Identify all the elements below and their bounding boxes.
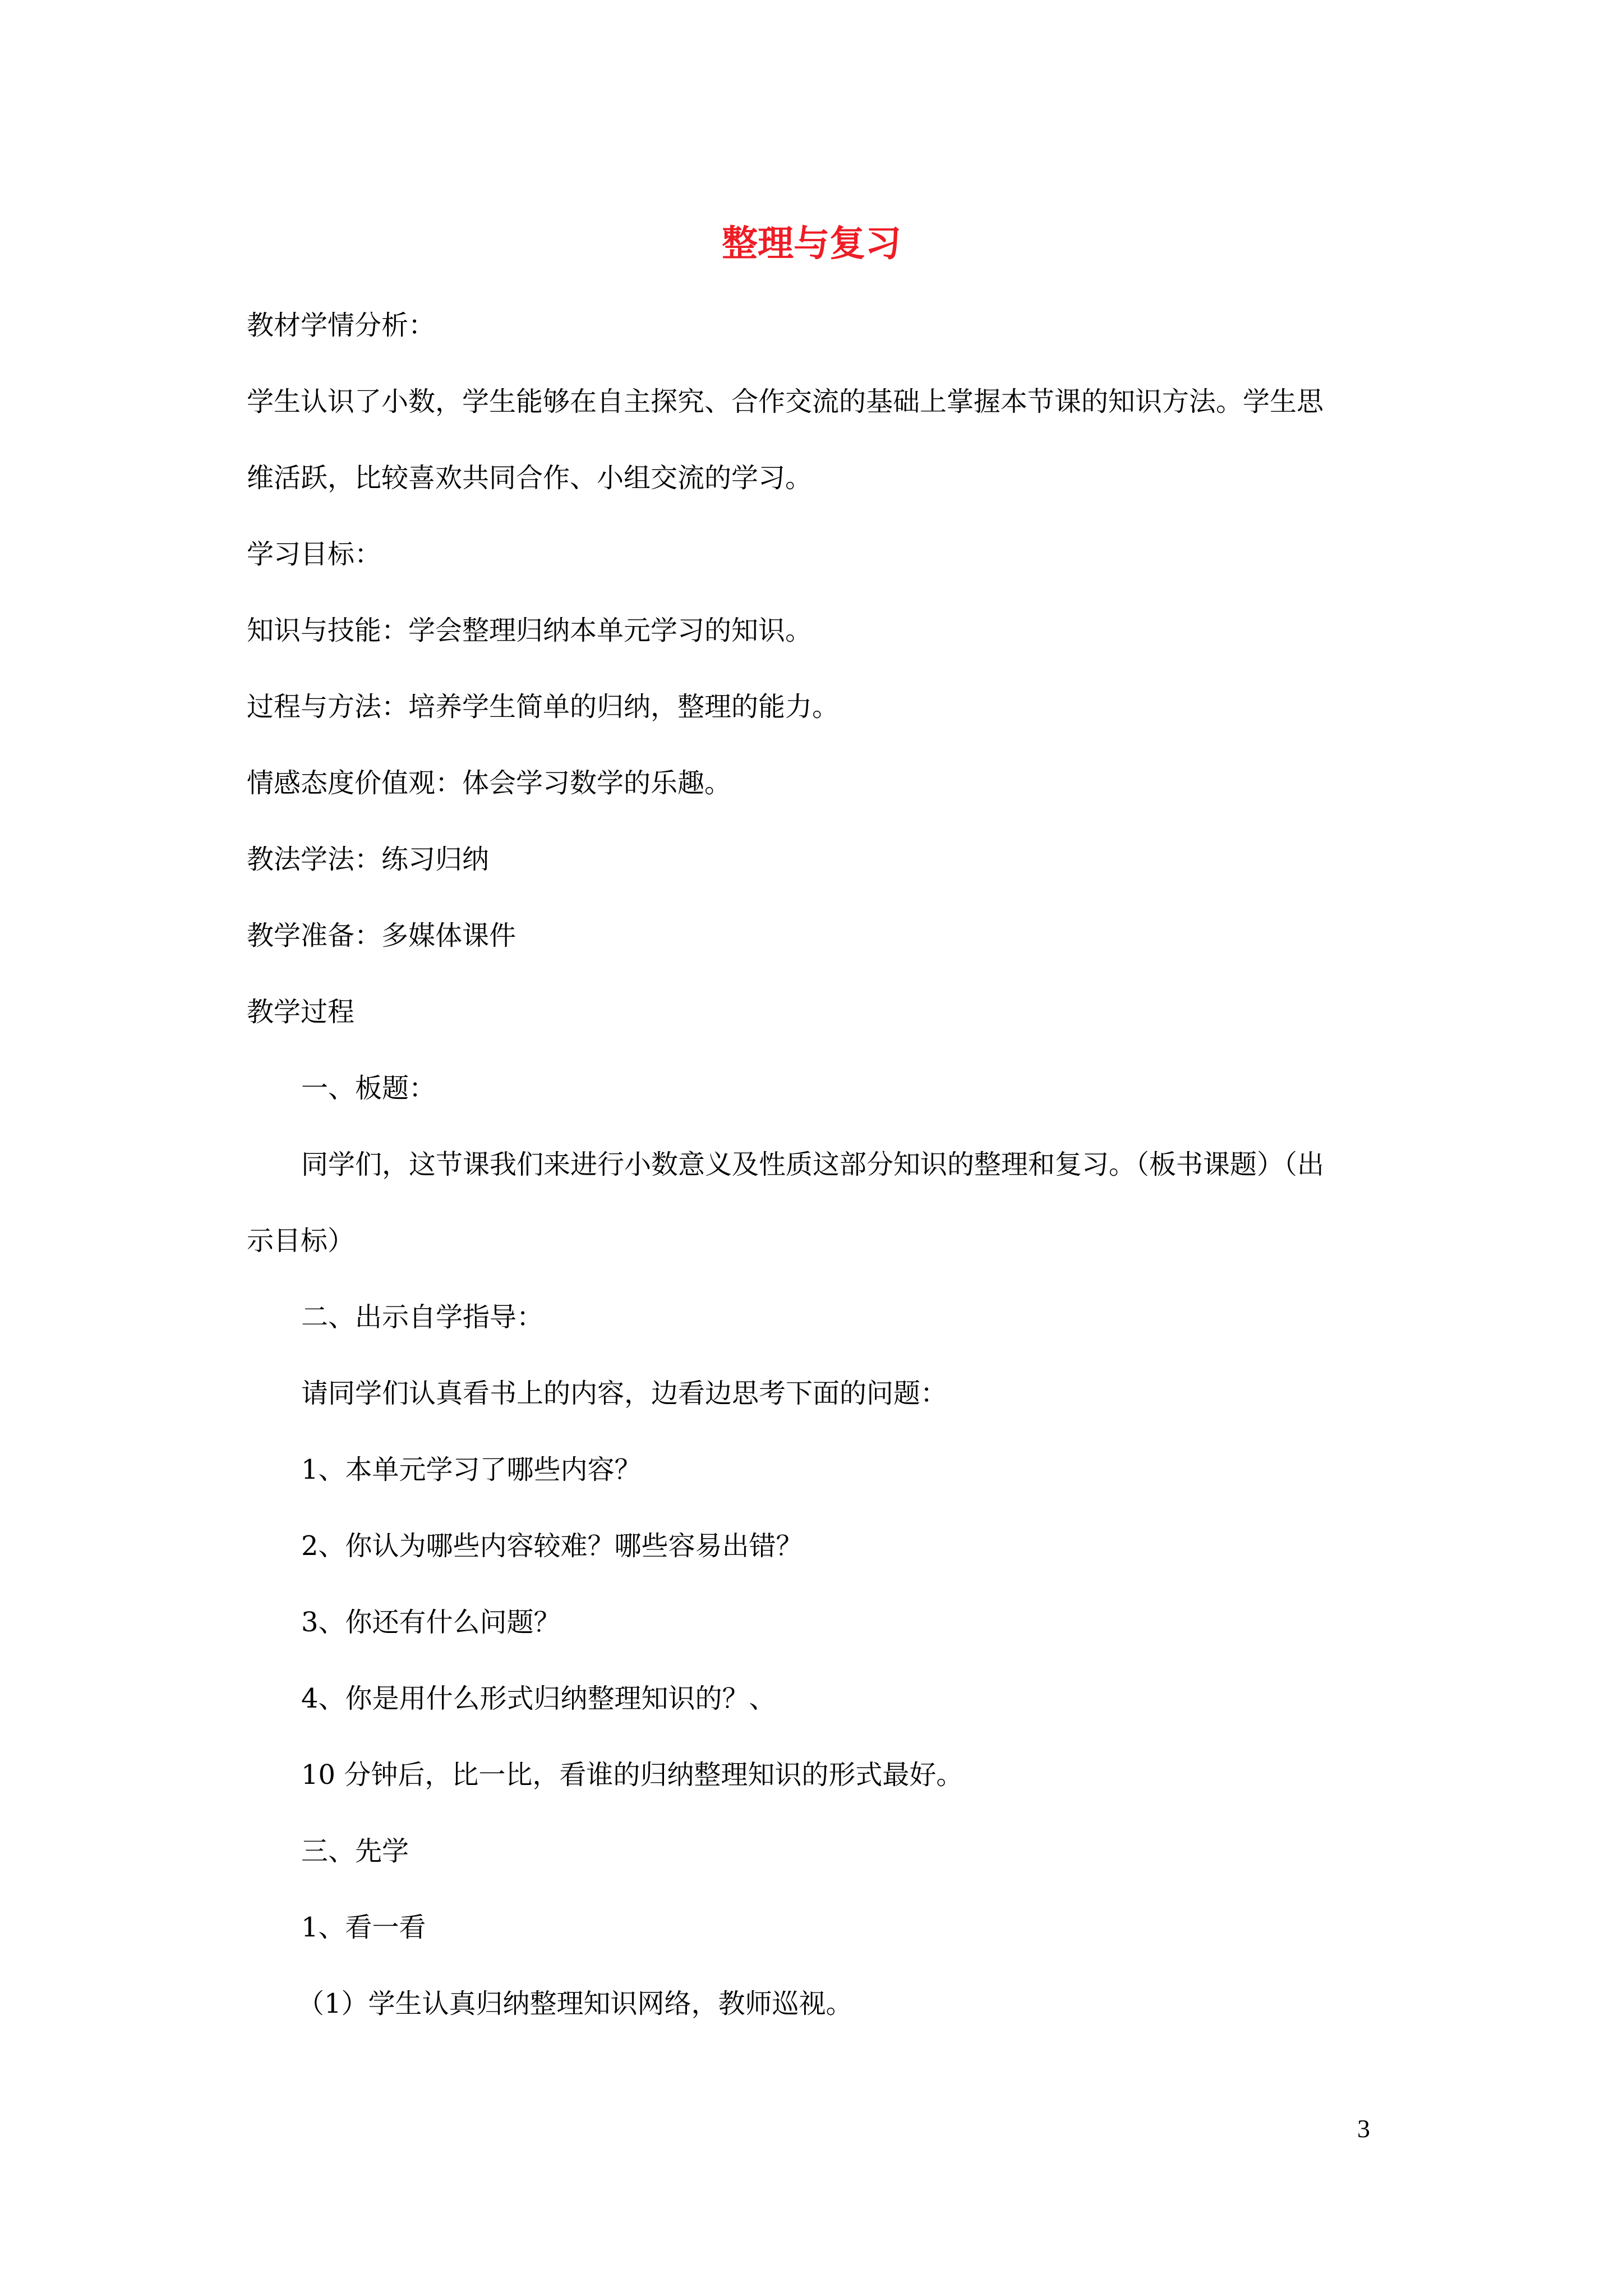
text-line: 4、你是用什么形式归纳整理知识的？、 bbox=[301, 1683, 776, 1714]
text-line: 2、你认为哪些内容较难？哪些容易出错？ bbox=[301, 1530, 803, 1562]
text-line: 过程与方法：培养学生简单的归纳，整理的能力。 bbox=[247, 691, 840, 723]
text-line: 教材学情分析： bbox=[247, 310, 436, 341]
text-line: 教学过程 bbox=[247, 996, 355, 1028]
page-number: 3 bbox=[1357, 2114, 1370, 2143]
text-line: 1、本单元学习了哪些内容？ bbox=[301, 1454, 642, 1485]
text-line: 学习目标： bbox=[247, 539, 382, 570]
text-line: 二、出示自学指导： bbox=[301, 1301, 544, 1333]
text-line: 10 分钟后，比一比，看谁的归纳整理知识的形式最好。 bbox=[301, 1759, 963, 1791]
text-line: 一、板题： bbox=[301, 1073, 436, 1104]
text-line: 三、先学 bbox=[301, 1835, 409, 1867]
text-line: 请同学们认真看书上的内容，边看边思考下面的问题： bbox=[301, 1378, 948, 1409]
document-title: 整理与复习 bbox=[722, 223, 901, 265]
text-line: 教学准备：多媒体课件 bbox=[247, 920, 517, 951]
text-line: 情感态度价值观：体会学习数学的乐趣。 bbox=[247, 767, 732, 799]
text-line: 学生认识了小数，学生能够在自主探究、合作交流的基础上掌握本节课的知识方法。学生思 bbox=[247, 386, 1324, 417]
text-line: 维活跃，比较喜欢共同合作、小组交流的学习。 bbox=[247, 462, 813, 494]
text-line: 同学们，这节课我们来进行小数意义及性质这部分知识的整理和复习。（板书课题）（出 bbox=[301, 1149, 1325, 1180]
text-line: 1、看一看 bbox=[301, 1912, 426, 1943]
text-line: 示目标） bbox=[247, 1225, 355, 1257]
text-line: 知识与技能：学会整理归纳本单元学习的知识。 bbox=[247, 615, 813, 646]
text-line: 教法学法：练习归纳 bbox=[247, 844, 490, 875]
text-line: （1）学生认真归纳整理知识网络，教师巡视。 bbox=[297, 1988, 853, 2019]
text-line: 3、你还有什么问题？ bbox=[301, 1607, 561, 1638]
